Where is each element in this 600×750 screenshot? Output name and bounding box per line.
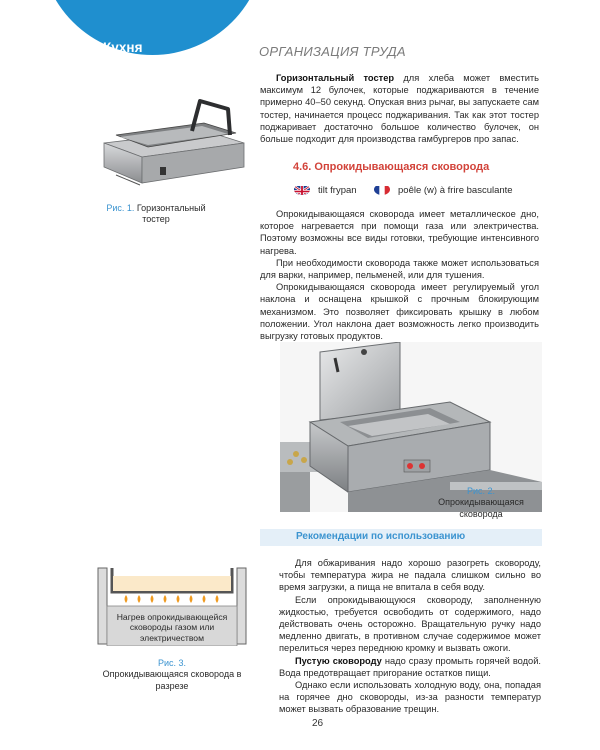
recommendations-heading: Рекомендации по использованию: [296, 531, 466, 542]
recommendation-paragraph: Однако если использовать холодную воду, она, попадая на горячее дно сковороды, из-за разности температур может вызвать образование трещин.: [279, 680, 541, 715]
recommendation-text: надо сразу промыть горячей водой. Вода предотвращает пригорание остатков пищи.: [279, 655, 541, 678]
toaster-photo: [96, 95, 248, 195]
fig3-caption: [96, 658, 248, 692]
toaster-text: для хлеба может вместить максимум 12 булочек, которые поджариваются в течение примерно 40–50 секунд. Опуская вниз рычаг, вы запускаете сам тостер, начинается процесс поджаривания. Так как этот тостер поджаривает достаточно большое количество булочек, он больше подходит для производства гамбургеров про запас.: [260, 73, 540, 145]
section-heading: 4.6. Опрокидывающаяся сковорода: [293, 161, 490, 173]
section-paragraph: При необходимости сковорода также может использоваться для варки, например, пельменей, или для тушения.: [260, 257, 539, 281]
uk-flag-icon: [294, 184, 310, 195]
fig3-label: Рис. 3.: [157, 658, 187, 668]
diagram-label: Нагрев опрокидывающейся сковороды газом или электричеством: [116, 612, 228, 643]
flame-icons: [125, 595, 219, 603]
term-french: poêle (w) à frire basculante: [398, 185, 513, 196]
toaster-paragraph: [260, 72, 539, 145]
term-english: tilt frypan: [318, 185, 357, 196]
fig2-caption-text: Опрокидывающаяся сковорода: [438, 497, 524, 519]
toaster-term: Горизонтальный тостер: [276, 73, 395, 83]
section-label: Кухня: [103, 40, 143, 55]
recommendation-paragraph: Для обжаривания надо хорошо разогреть сковороду, чтобы температура жира не падала слишком сильно во время загрузки, а пища не впитала в себя воду.: [279, 558, 541, 593]
france-flag-icon: [374, 184, 390, 195]
recommendations-body: [279, 557, 541, 716]
fig1-caption-text: Горизонтальный тостер: [136, 203, 206, 225]
fig1-caption: [96, 203, 216, 226]
fig1-label: Рис. 1.: [106, 203, 135, 213]
fig3-caption-text: Опрокидывающаяся сковорода в разрезе: [102, 669, 242, 691]
chapter-title: ОРГАНИЗАЦИЯ ТРУДА: [259, 44, 406, 59]
page-number: 26: [312, 718, 324, 729]
fig2-caption: [420, 486, 542, 520]
section-body: [260, 208, 539, 342]
section-paragraph: Опрокидывающаяся сковорода имеет металлическое дно, которое нагревается при помощи газа или электричества. Поэтому возможны все виды готовки, требующие интенсивного нагрева.: [260, 209, 539, 256]
header-badge: [40, 0, 265, 55]
recommendation-paragraph: [279, 655, 541, 679]
recommendation-paragraph: Если опрокидывающуюся сковороду, заполненную жидкостью, требуется освободить от содержимого, надо действовать очень осторожно. Вращательную ручку надо медленно двигать, в противном случае содержимое может перелиться через переднюю кромку и вызвать ожоги.: [279, 594, 541, 654]
recommendation-term: Пустую сковороду: [295, 655, 382, 666]
section-paragraph: Опрокидывающаяся сковорода имеет регулируемый угол наклона и оснащена крышкой с прочным блокирующим механизмом. Это позволяет фиксировать крышку в любом положении. Угол наклона дает возможность легко производить выгрузку готовых продуктов.: [260, 282, 539, 342]
fig2-label: Рис. 2.: [466, 486, 496, 496]
